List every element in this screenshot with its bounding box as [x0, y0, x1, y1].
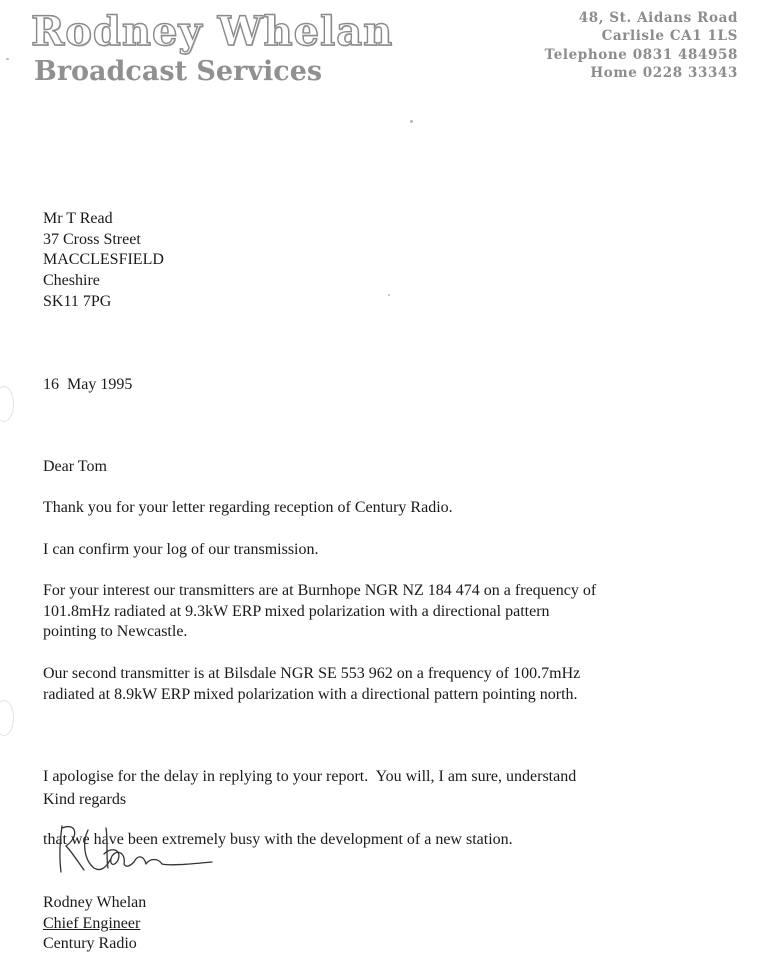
paragraph-thanks: Thank you for your letter regarding reception of Century Radio.	[43, 499, 453, 516]
letterhead-name: Rodney Whelan	[31, 8, 394, 55]
recipient-postcode: SK11 7PG	[43, 292, 112, 310]
scan-speck	[388, 294, 390, 296]
punch-hole-mark	[0, 700, 14, 736]
paragraph-line: pointing to Newcastle.	[43, 623, 188, 641]
paragraph-confirmation: I can confirm your log of our transmission.	[43, 541, 319, 558]
paragraph-second-transmitter	[43, 664, 580, 705]
paragraph-first-transmitter	[43, 581, 596, 643]
telephone-number: Telephone 0831 484958	[544, 46, 738, 63]
signatory-organisation: Century Radio	[43, 935, 137, 953]
home-number: Home 0228 33343	[590, 64, 738, 81]
closing: Kind regards	[43, 791, 127, 808]
paragraph-line: Our second transmitter is at Bilsdale NGR SE 553 962 on a frequency of 100.7mHz	[43, 665, 581, 682]
signatory-block	[43, 893, 146, 955]
address-line-2: Carlisle CA1 1LS	[601, 28, 738, 45]
paragraph-line: radiated at 8.9kW ERP mixed polarization with a directional pattern pointing north.	[43, 685, 578, 703]
address-line-1: 48, St. Aidans Road	[578, 10, 738, 26]
punch-hole-mark	[0, 386, 14, 422]
recipient-town: MACCLESFIELD	[43, 251, 164, 269]
paragraph-line: I apologise for the delay in replying to your report. You will, I am sure, understand	[43, 768, 577, 786]
signatory-title: Chief Engineer	[43, 914, 141, 932]
handwritten-signature	[54, 818, 224, 880]
recipient-street: 37 Cross Street	[43, 230, 141, 248]
signatory-name: Rodney Whelan	[43, 894, 147, 911]
letter-date: 16 May 1995	[43, 376, 133, 393]
recipient-county: Cheshire	[43, 272, 100, 290]
paragraph-line: that we have been extremely busy with the development of a new station.	[43, 830, 513, 848]
letterhead-contact	[545, 9, 738, 82]
scan-speck	[6, 58, 9, 60]
paragraph-line: For your interest our transmitters are at Burnhope NGR NZ 184 474 on a frequency of	[43, 582, 597, 599]
paragraph-line: 101.8mHz radiated at 9.3kW ERP mixed polarization with a directional pattern	[43, 602, 550, 620]
recipient-address	[43, 209, 164, 313]
recipient-name: Mr T Read	[43, 210, 113, 227]
salutation: Dear Tom	[43, 458, 107, 475]
scan-speck	[410, 120, 413, 123]
letterhead-tagline: Broadcast Services	[34, 56, 323, 87]
